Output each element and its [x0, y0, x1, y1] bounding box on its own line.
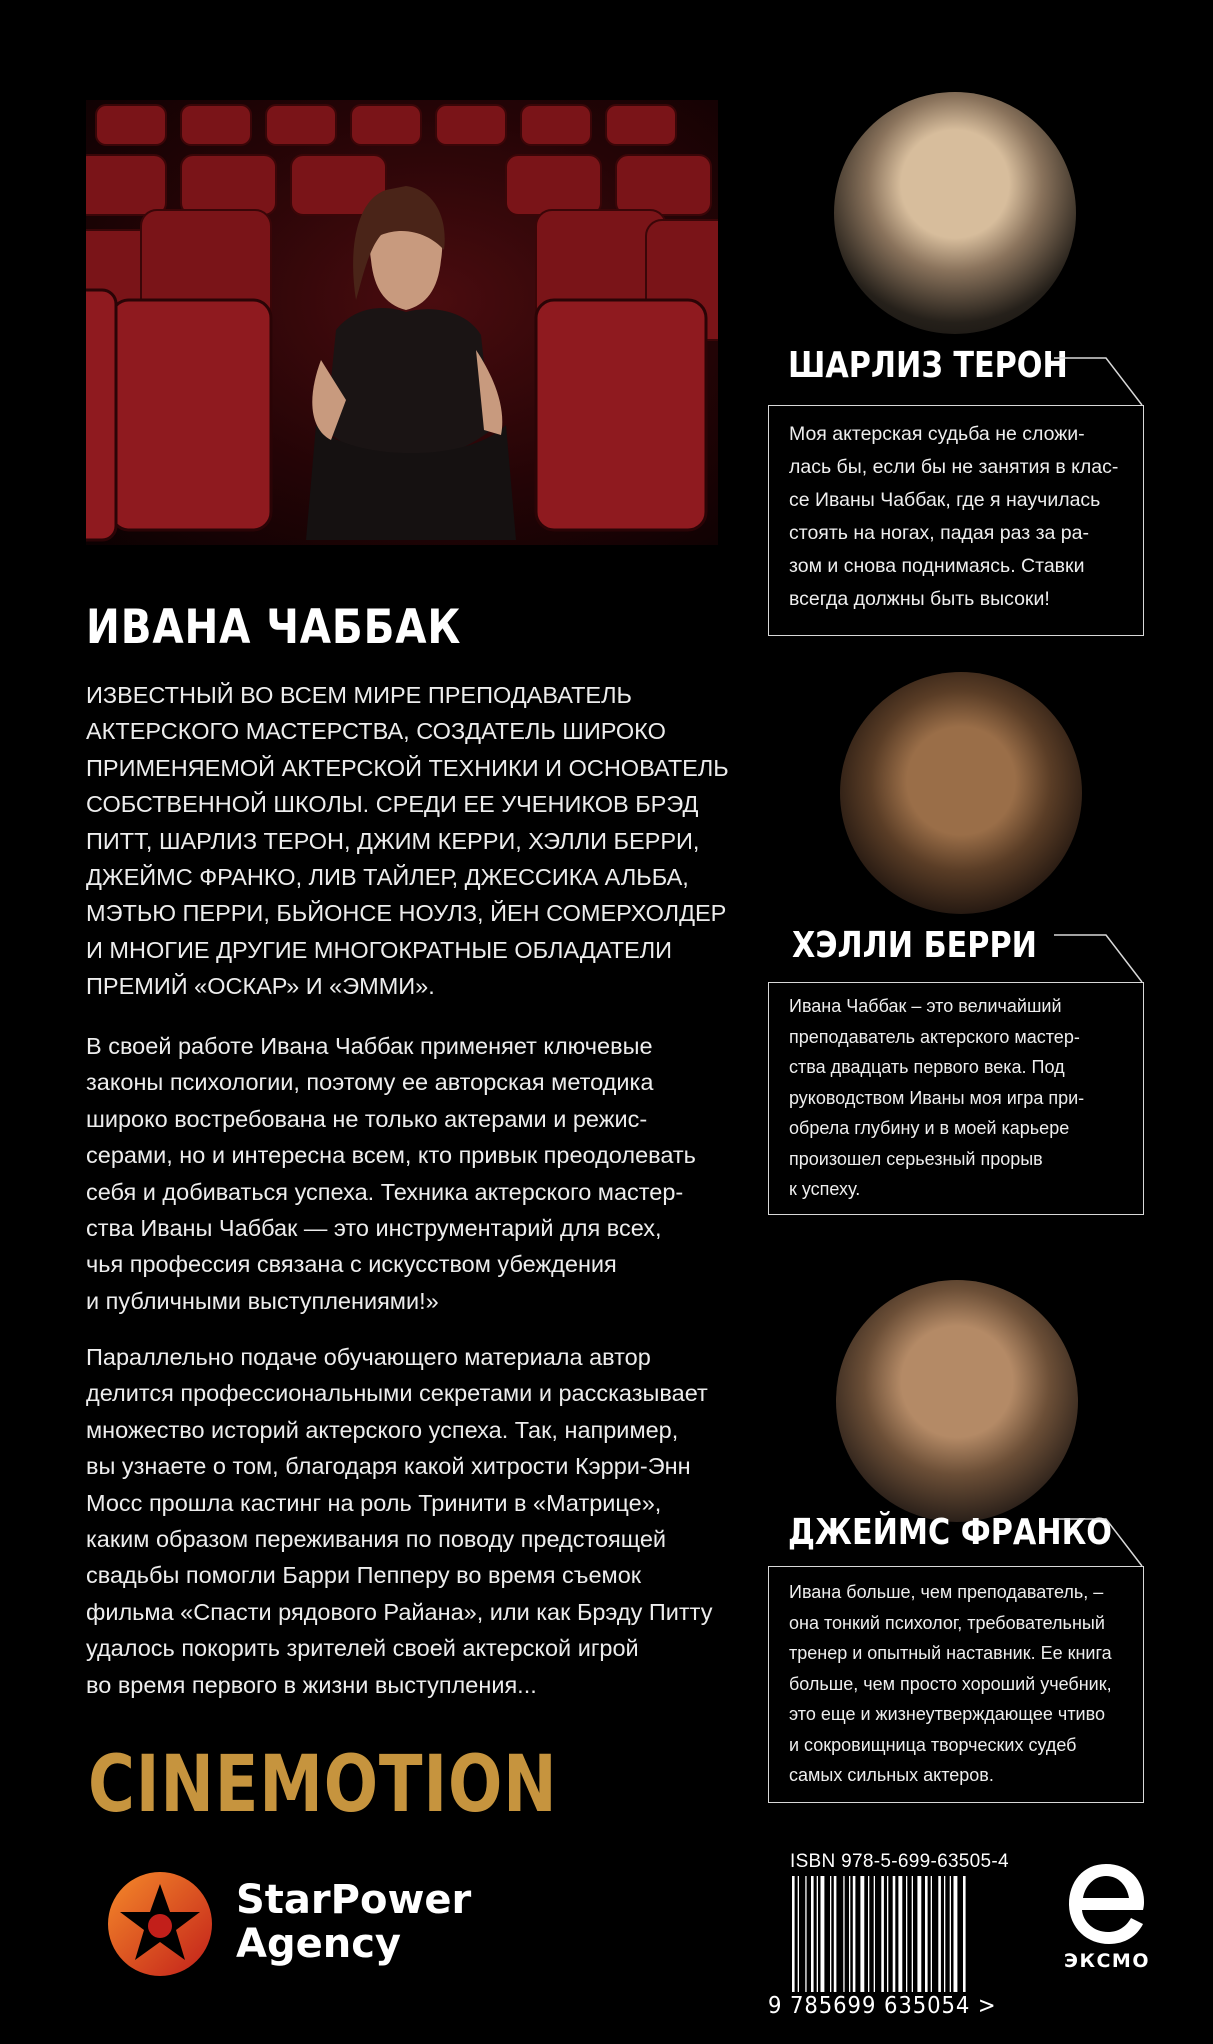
series-logo: CINEMOTION — [88, 1740, 558, 1830]
star-logo-icon — [104, 1868, 216, 1980]
barcode-bar — [849, 1876, 850, 1992]
barcode-bar — [906, 1876, 907, 1992]
barcode-bar — [874, 1876, 875, 1992]
paragraph-line: В своей работе Ивана Чаббак применяет ключевые — [86, 1033, 653, 1059]
paragraph-line: и публичными выступлениями!» — [86, 1287, 439, 1314]
barcode-bar — [881, 1876, 884, 1992]
barcode-bar — [843, 1876, 844, 1992]
barcode-bar — [938, 1876, 941, 1992]
paragraph-line: серами, но и интересна всем, кто привык преодолевать — [86, 1142, 696, 1169]
quote-line: се Иваны Чаббак, где я научилась — [789, 489, 1101, 511]
barcode-digits: 9 785699 635054 > — [768, 1993, 997, 2019]
quote-line: лась бы, если бы не занятия в клас- — [789, 456, 1119, 478]
quote-line: всегда должны быть высоки! — [789, 588, 1050, 610]
testimonial-quote — [768, 982, 1144, 1215]
paragraph-line: вы узнаете о том, благодаря какой хитрости Кэрри-Энн — [86, 1453, 691, 1480]
testimonial-name: ШАРЛИЗ ТЕРОН — [788, 345, 1068, 386]
quote-line: произошел серьезный прорыв — [789, 1148, 1043, 1169]
quote-line: Ивана Чаббак – это величайший — [789, 996, 1062, 1016]
author-bio — [86, 677, 746, 1005]
barcode-bar — [792, 1876, 795, 1992]
quote-line: стоять на ногах, падая раз за ра- — [789, 522, 1089, 544]
quote-line: самых сильных актеров. — [789, 1765, 994, 1785]
barcode-bar — [944, 1876, 945, 1992]
barcode-bar — [898, 1876, 902, 1992]
paragraph-line: чья профессия связана с искусством убеждения — [86, 1251, 617, 1278]
paragraph-line: каким образом переживания по поводу предстоящей — [86, 1526, 667, 1553]
testimonial-quote — [768, 1566, 1144, 1803]
quote-line: это еще и жизнеутверждающее чтиво — [789, 1704, 1105, 1724]
quote-line: Ивана больше, чем преподаватель, – — [789, 1582, 1104, 1602]
barcode-bar — [912, 1876, 913, 1992]
quote-line: Моя актерская судьба не сложи- — [789, 423, 1085, 445]
barcode-bar — [860, 1876, 864, 1992]
testimonial-name: ДЖЕЙМС ФРАНКО — [788, 1512, 1113, 1553]
agency-line: Agency — [236, 1921, 401, 1967]
portrait-theron — [834, 92, 1076, 334]
paragraph-line: во время первого в жизни выступления... — [86, 1671, 537, 1698]
method-paragraph — [86, 1028, 746, 1319]
quote-line: руководством Иваны моя игра при- — [789, 1087, 1085, 1108]
paragraph-line: широко востребована не только актерами и режис- — [86, 1105, 648, 1132]
author-photo — [86, 100, 718, 545]
bio-line: ПРИМЕНЯЕМОЙ АКТЕРСКОЙ ТЕХНИКИ И ОСНОВАТЕЛЬ — [86, 754, 729, 781]
eksmo-logo-icon — [1063, 1858, 1149, 1950]
quote-line: больше, чем просто хороший учебник, — [789, 1673, 1112, 1694]
paragraph-line: свадьбы помогли Барри Пепперу во время съемок — [86, 1562, 642, 1589]
quote-line: тренер и опытный наставник. Ее книга — [789, 1643, 1112, 1663]
quote-line: преподаватель актерского мастер- — [789, 1026, 1080, 1047]
bio-line: ПИТТ, ШАРЛИЗ ТЕРОН, ДЖИМ КЕРРИ, ХЭЛЛИ БЕРРИ, — [86, 827, 700, 854]
bio-line: ДЖЕЙМС ФРАНКО, ЛИВ ТАЙЛЕР, ДЖЕССИКА АЛЬБА, — [86, 864, 689, 891]
quote-line: обрела глубину и в моей карьере — [789, 1118, 1070, 1138]
barcode-bar — [893, 1876, 896, 1992]
agency-name — [236, 1878, 471, 1966]
paragraph-line: множество историй актерского успеха. Так, например, — [86, 1416, 679, 1443]
paragraph-line: делится профессиональными секретами и рассказывает — [86, 1380, 708, 1407]
barcode-bar — [887, 1876, 888, 1992]
paragraph-line: Параллельно подаче обучающего материала автор — [86, 1344, 651, 1370]
portrait-berry — [840, 672, 1082, 914]
isbn-text: ISBN 978-5-699-63505-4 — [790, 1851, 1009, 1872]
quote-line: и сокровищница творческих судеб — [789, 1734, 1077, 1755]
barcode-bar — [817, 1876, 818, 1992]
barcode-bar — [950, 1876, 951, 1992]
barcode-bar — [853, 1876, 856, 1992]
bio-line: АКТЕРСКОГО МАСТЕРСТВА, СОЗДАТЕЛЬ ШИРОКО — [86, 718, 666, 745]
bio-line: ИЗВЕСТНЫЙ ВО ВСЕМ МИРЕ ПРЕПОДАВАТЕЛЬ — [86, 682, 632, 708]
barcode-bar — [834, 1876, 837, 1992]
barcode-bar — [811, 1876, 814, 1992]
paragraph-line: Мосс прошла кастинг на роль Тринити в «Матрице», — [86, 1489, 662, 1516]
publisher-name: ЭКСМО — [1064, 1950, 1150, 1972]
paragraph-line: себя и добиваться успеха. Техника актерского мастер- — [86, 1178, 684, 1205]
barcode-bar — [821, 1876, 825, 1992]
barcode-bar — [963, 1876, 966, 1992]
paragraph-line: ства Иваны Чаббак — это инструментарий для всех, — [86, 1215, 662, 1242]
secrets-paragraph — [86, 1339, 746, 1703]
barcode-bar — [925, 1876, 928, 1992]
bio-line: И МНОГИЕ ДРУГИЕ МНОГОКРАТНЫЕ ОБЛАДАТЕЛИ — [86, 936, 673, 963]
speech-bubble-tail — [1052, 352, 1144, 406]
paragraph-line: удалось покорить зрителей своей актерской игрой — [86, 1635, 639, 1662]
portrait-franco — [836, 1280, 1078, 1522]
testimonial-name: ХЭЛЛИ БЕРРИ — [792, 925, 1037, 966]
agency-line: StarPower — [236, 1877, 472, 1923]
speech-bubble-tail — [1052, 1513, 1144, 1567]
barcode-bar — [954, 1876, 958, 1992]
bio-line: ПРЕМИЙ «ОСКАР» И «ЭММИ». — [86, 973, 435, 1000]
author-name: ИВАНА ЧАББАК — [86, 600, 462, 655]
barcode-bar — [798, 1876, 799, 1992]
quote-line: зом и снова поднимаясь. Ставки — [789, 555, 1085, 577]
bio-line: МЭТЬЮ ПЕРРИ, БЬЙОНСЕ НОУЛЗ, ЙЕН СОМЕРХОЛДЕР — [86, 900, 727, 927]
barcode-bar — [868, 1876, 869, 1992]
barcode-bar — [830, 1876, 831, 1992]
bio-line: СОБСТВЕННОЙ ШКОЛЫ. СРЕДИ ЕЕ УЧЕНИКОВ БРЭД — [86, 791, 699, 818]
quote-line: она тонкий психолог, требовательный — [789, 1612, 1105, 1633]
paragraph-line: фильма «Спасти рядового Райана», или как Брэду Питту — [86, 1598, 713, 1625]
paragraph-line: законы психологии, поэтому ее авторская методика — [86, 1069, 654, 1096]
quote-line: к успеху. — [789, 1179, 861, 1199]
speech-bubble-tail — [1052, 929, 1144, 983]
barcode-bar — [805, 1876, 806, 1992]
quote-line: ства двадцать первого века. Под — [789, 1057, 1065, 1077]
barcode-bar — [917, 1876, 921, 1992]
testimonial-quote — [768, 405, 1144, 636]
barcode-bar — [931, 1876, 932, 1992]
barcode-icon — [788, 1876, 1010, 1992]
